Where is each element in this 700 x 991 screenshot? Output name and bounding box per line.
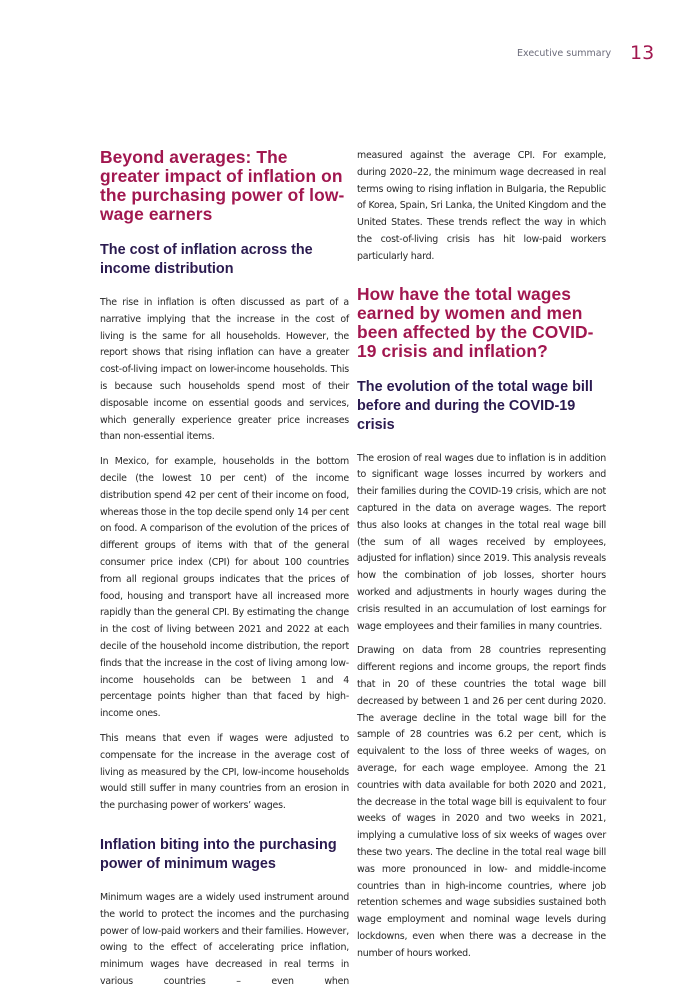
main-heading-total-wages: How have the total wages earned by women and men been affected by the COVID-19 crisis and inflation? [357,283,594,361]
page-number: 13 [630,42,655,64]
subheading-cost-of-inflation: The cost of inflation across the income distribution [100,242,313,277]
right-column [357,148,606,962]
main-heading-beyond-averages: Beyond averages: The greater impact of inflation on the purchasing power of low-wage earners [100,147,345,224]
running-header [0,44,700,74]
paragraph: The rise in inflation is often discussed as part of a narrative implying that the increase in the cost of living is the same for all households. However, the report shows that rising inflation can have a greater cost-of-living impact on lower-income households. This is because such households spend most of their disposable income on essential goods and services, which generally experience greater price increases than non-essential items. [100,297,349,443]
paragraph: Drawing on data from 28 countries representing different regions and income groups, the report finds that in 20 of these countries the total wage bill decreased by between 1 and 26 per cent during 2020. The average decline in the total wage bill for the sample of 28 countries was 6.2 per cent, which is equivalent to the loss of three weeks of wages, on average, for each wage employee. Among the 21 countries with data available for both 2020 and 2021, the decrease in the total wage bill is equivalent to four weeks of wages in 2020 and two weeks in 2021, implying a cumulative loss of six weeks of wages over these two years. The decline in the total real wage bill was more pronounced in low- and middle-income countries than in high-income countries, where job retention schemes and wage subsidies sustained both wage employment and nominal wage levels during lockdowns, even when there was a decrease in the number of hours worked. [357,645,606,959]
paragraph-continued: measured against the average CPI. For example, during 2020–22, the minimum wage decreased in real terms owing to rising inflation in Bulgaria, the Republic of Korea, Spain, Sri Lanka, the United Kingdom and the United States. These trends reflect the way in which the cost-of-living crisis has hit low-paid workers particularly hard. [357,150,606,262]
subheading-total-wage-bill: The evolution of the total wage bill before and during the COVID-19 crisis [357,378,593,433]
paragraph: This means that even if wages were adjusted to compensate for the increase in the average cost of living as measured by the CPI, low-income households would still suffer in many countries from an erosion in the purchasing power of workers’ wages. [100,732,349,812]
paragraph: Minimum wages are a widely used instrument around the world to protect the incomes and the purchasing power of low-paid workers and their families. However, owing to the effect of accelerating price inflation, minimum wages have decreased in real terms in various countries – even when [100,891,349,987]
paragraph: The erosion of real wages due to inflation is in addition to significant wage losses incurred by workers and their families during the COVID-19 crisis, which are not captured in the data on average wages. The report thus also looks at changes in the total real wage bill (the sum of all wages received by employees, adjusted for inflation) since 2019. This analysis reveals how the combination of job losses, shorter hours worked and adjustments in hourly wages during the crisis resulted in an accumulation of lost earnings for wage employees and their families in many countries. [357,452,606,632]
paragraph: In Mexico, for example, households in the bottom decile (the lowest 10 per cent) of the income distribution spend 42 per cent of their income on food, whereas those in the top decile spend only 14 per cent on food. A comparison of the evolution of the prices of different groups of items with that of the general consumer price index (CPI) for about 100 countries from all regional groups indicates that the prices of food, housing and transport have all increased more rapidly than the general CPI. By estimating the change in the cost of living between 2021 and 2022 at each decile of the household income distribution, the report finds that the increase in the cost of living among low-income households can be between 1 and 4 percentage points higher than that faced by high-income ones. [100,456,349,720]
subheading-minimum-wages: Inflation biting into the purchasing power of minimum wages [100,836,337,872]
left-column [100,148,349,991]
section-name: Executive summary [517,48,612,59]
